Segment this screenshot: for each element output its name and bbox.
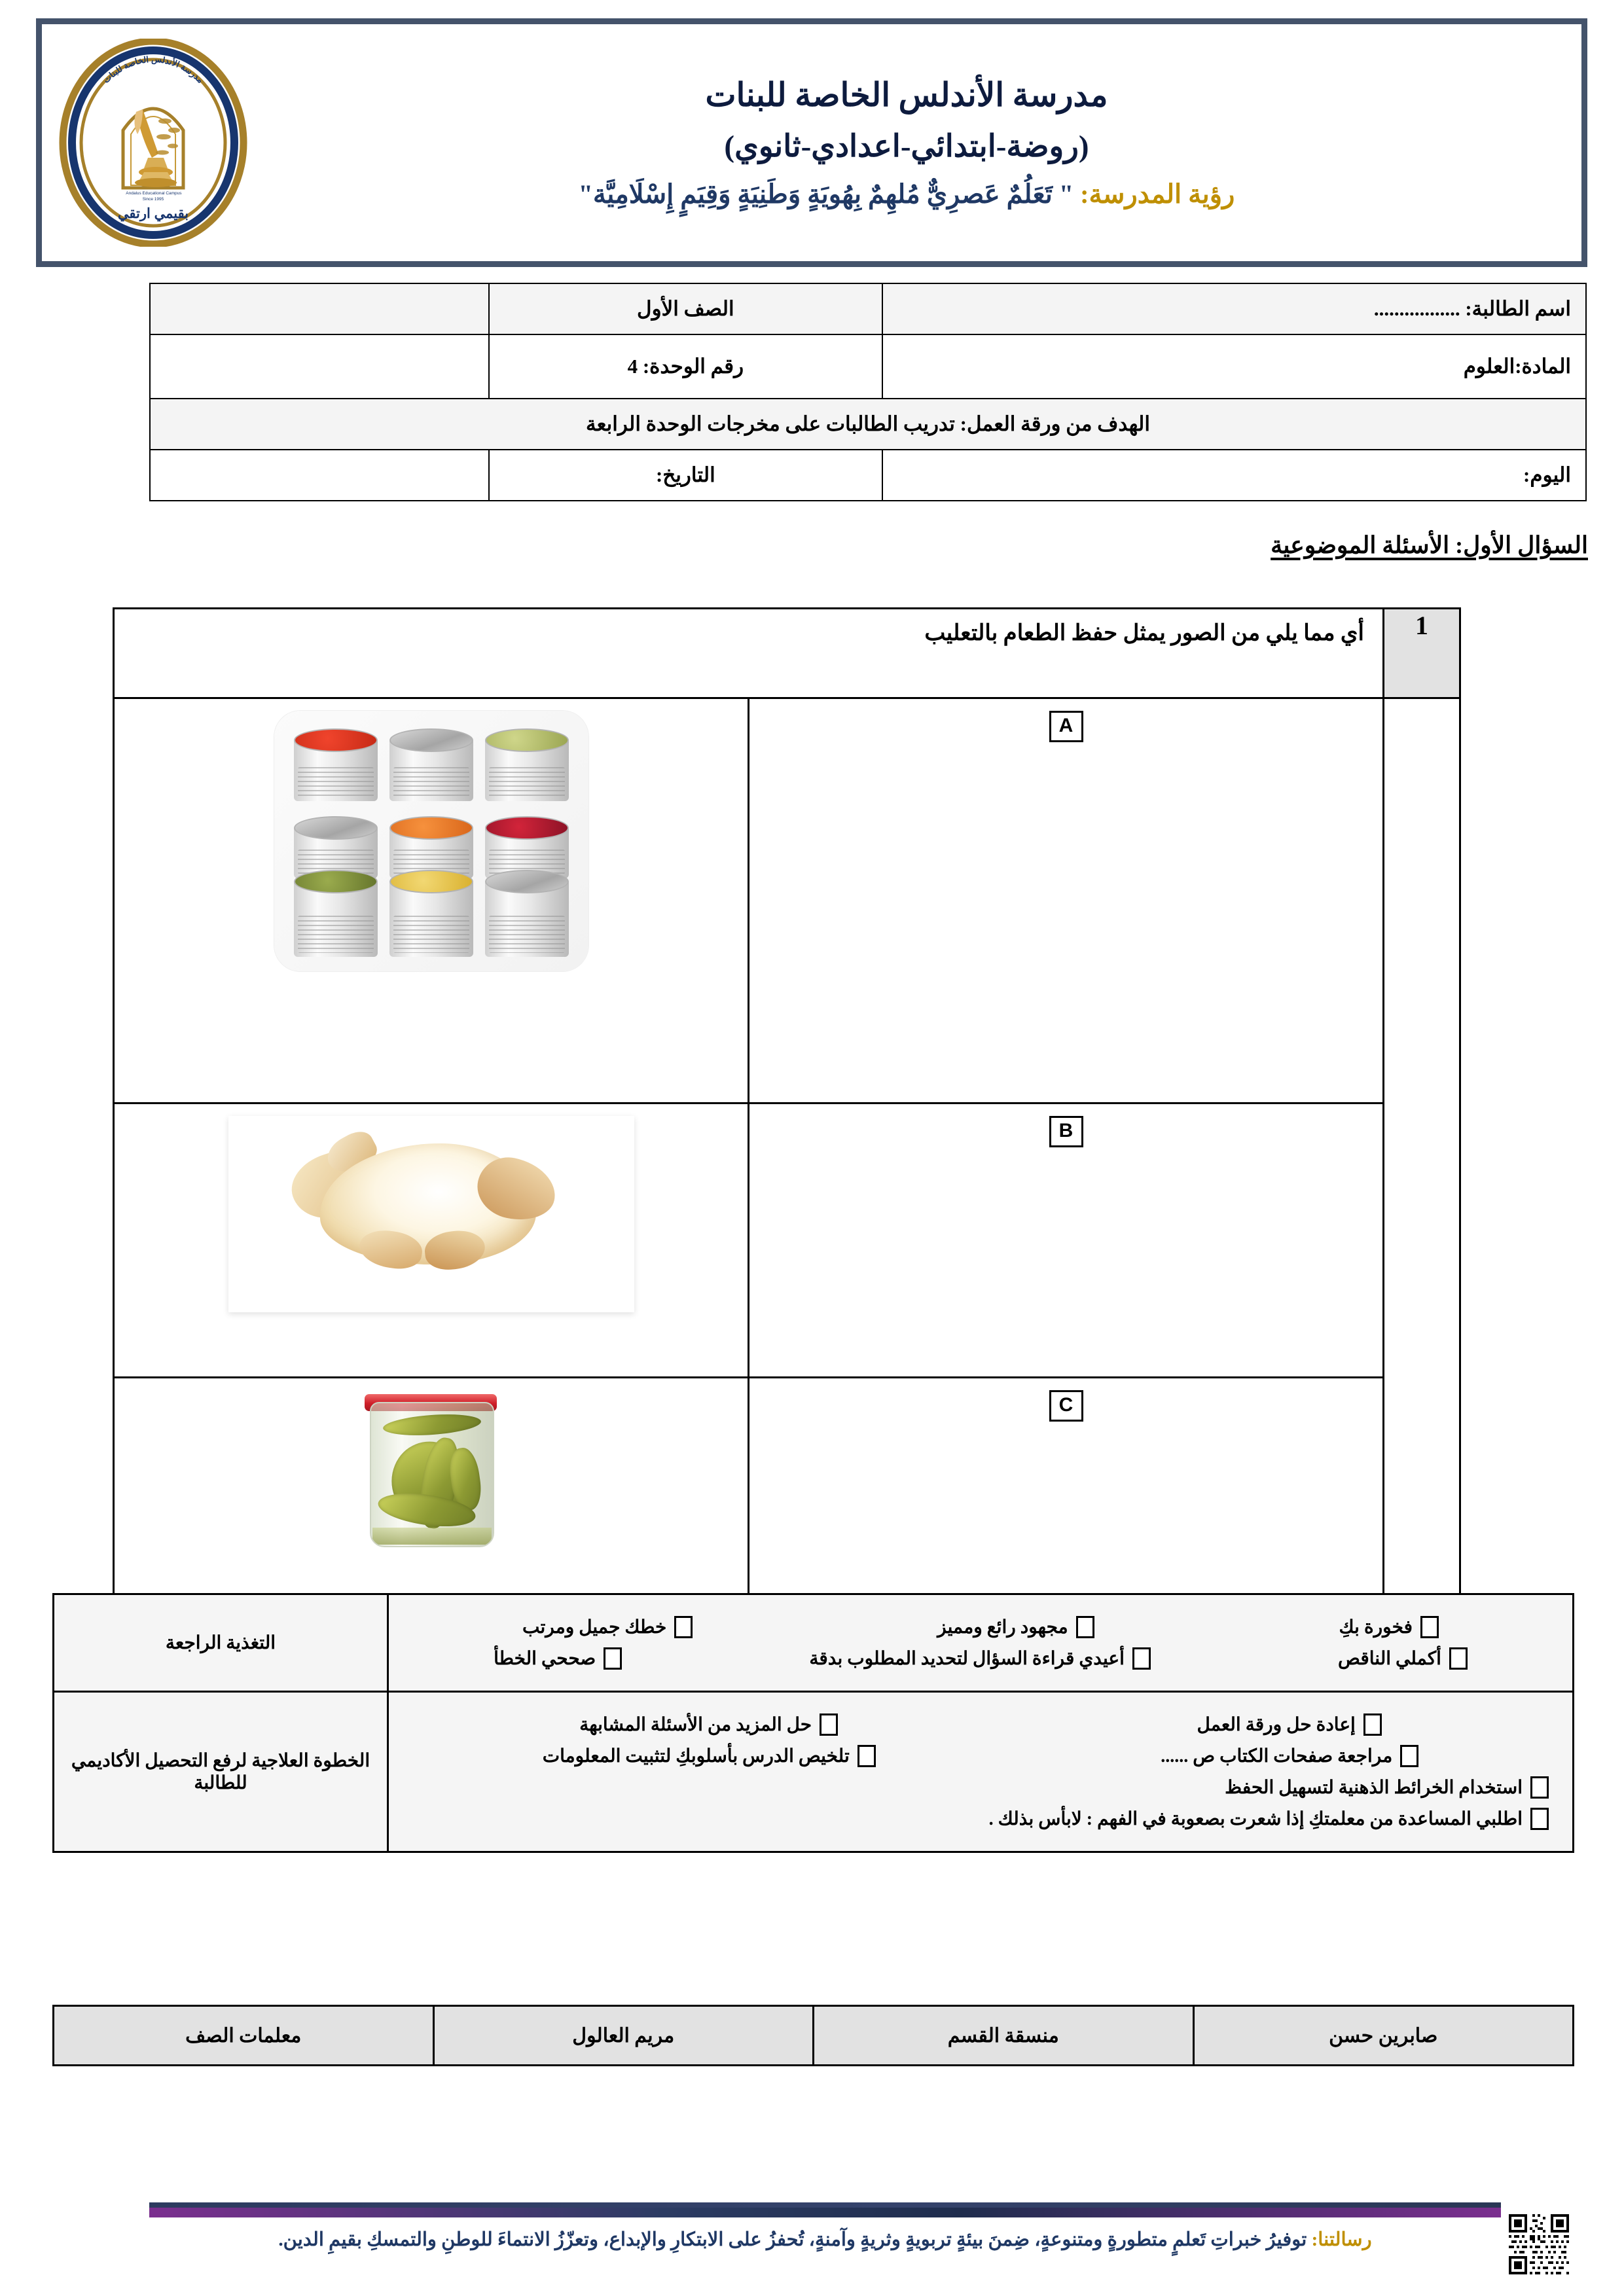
option-letter-a-cell[interactable] xyxy=(749,698,1384,1103)
remedial-item[interactable] xyxy=(543,1745,876,1767)
feedback-label: التغذية الراجعة xyxy=(54,1594,388,1692)
subject-cell: المادة:العلوم xyxy=(882,334,1586,399)
teacher-cell-sabreen: صابرين حسن xyxy=(1193,2006,1574,2066)
option-letter-c[interactable]: C xyxy=(1049,1390,1083,1422)
can-greenbeans xyxy=(294,880,378,957)
feedback-options-cell xyxy=(388,1594,1574,1692)
can-lid-1 xyxy=(389,738,473,801)
question-text: أي مما يلي من الصور يمثل حفظ الطعام بالتعليب xyxy=(114,609,1384,698)
option-image-b-cell[interactable] xyxy=(114,1103,749,1378)
footer-message xyxy=(149,2228,1501,2251)
can-corn xyxy=(389,880,473,957)
option-image-a-cell[interactable] xyxy=(114,698,749,1103)
info-blank-cell-1 xyxy=(150,283,489,334)
remedial-options-cell xyxy=(388,1692,1574,1852)
can-peas xyxy=(485,738,569,801)
question-header-row xyxy=(114,609,1460,698)
feedback-item-label: خطك جميل ومرتب xyxy=(522,1617,667,1638)
footer-divider xyxy=(149,2207,1501,2217)
logo-cell xyxy=(42,24,264,261)
teacher-cell-class-teachers-label: معلمات الصف xyxy=(54,2006,434,2066)
vision-label: رؤية المدرسة: xyxy=(1080,179,1235,209)
student-info-table xyxy=(149,283,1587,501)
vision-text: " تَعَلُمٌ عَصرِيٌّ مُلهِمٌ بِهُويَةٍ وَطَنِيَةٍ وَقِيَمٍ إِسْلَامِيَّة" xyxy=(578,179,1074,209)
footer-message-label: رسالتنا: xyxy=(1311,2229,1372,2250)
grade-cell: الصف الأول xyxy=(489,283,882,334)
feedback-remedial-table xyxy=(52,1593,1574,1853)
date-cell: التاريخ: xyxy=(489,450,882,501)
remedial-item[interactable] xyxy=(1197,1713,1381,1736)
footer-message-text: توفيرُ خبراتِ تَعلمٍ متطورةٍ ومتنوعةٍ، ضِمنَ بيئةٍ تربويةٍ وثريةٍ وآمنةٍ، تُحفزُ على الابتكارِ والإبداع، وتعزّزُ الانتماءَ للوطنِ والتمسكِ بقيمِ الدين. xyxy=(278,2229,1307,2250)
feedback-item[interactable] xyxy=(937,1616,1094,1638)
question-number-spacer xyxy=(1384,698,1460,1632)
school-logo xyxy=(55,39,251,247)
feedback-item[interactable] xyxy=(522,1616,693,1638)
student-name-cell: اسم الطالبة: ................. xyxy=(882,283,1586,334)
option-row-b[interactable] xyxy=(114,1103,1460,1378)
remedial-item[interactable] xyxy=(1161,1745,1418,1767)
feedback-item[interactable] xyxy=(1339,1616,1439,1638)
pickle-jar-image xyxy=(248,1390,615,1567)
canned-food-image xyxy=(274,711,588,971)
checkbox-icon[interactable] xyxy=(1530,1808,1549,1830)
feedback-item-label: أعيدي قراءة السؤال لتحديد المطلوب بدقة xyxy=(809,1649,1125,1669)
table-row xyxy=(150,283,1586,334)
jar-body xyxy=(370,1402,494,1547)
feedback-item-label: صححي الخطأ xyxy=(494,1649,596,1669)
qr-code-icon xyxy=(1509,2211,1569,2278)
header-text-block xyxy=(264,24,1581,261)
logo-bottom-text: بقيمي ارتقي xyxy=(117,206,189,221)
remedial-line-1 xyxy=(406,1713,1555,1736)
option-letter-a[interactable]: A xyxy=(1049,711,1083,742)
checkbox-icon[interactable] xyxy=(1420,1616,1439,1638)
option-letter-b[interactable]: B xyxy=(1049,1116,1083,1147)
feedback-item-label: فخورة بكِ xyxy=(1339,1617,1413,1638)
remedial-row xyxy=(54,1692,1574,1852)
remedial-item-label: تلخيص الدرس بأسلوبكِ لتثبيت المعلومات xyxy=(542,1746,850,1767)
can-lid-3 xyxy=(485,880,569,957)
feedback-item[interactable] xyxy=(809,1647,1151,1670)
school-header-box xyxy=(36,18,1587,267)
checkbox-icon[interactable] xyxy=(1400,1745,1418,1767)
checkbox-icon[interactable] xyxy=(820,1713,838,1736)
teachers-table xyxy=(52,2005,1574,2066)
logo-top-text: مدرسة الأندلس الخاصة للبنات xyxy=(101,54,206,85)
checkbox-icon[interactable] xyxy=(1530,1776,1549,1799)
day-cell: اليوم: xyxy=(882,450,1586,501)
remedial-item-label: حل المزيد من الأسئلة المشابهة xyxy=(579,1715,812,1735)
option-letter-b-cell[interactable] xyxy=(749,1103,1384,1378)
question-number: 1 xyxy=(1384,609,1460,698)
remedial-line-2 xyxy=(406,1745,1555,1767)
school-vision xyxy=(579,179,1235,209)
logo-since-text: Since 1995 xyxy=(142,197,164,202)
option-row-a[interactable] xyxy=(114,698,1460,1103)
section-title: السؤال الأول: الأسئلة الموضوعية xyxy=(1271,532,1588,558)
info-blank-cell-2 xyxy=(150,334,489,399)
remedial-item[interactable] xyxy=(1225,1776,1549,1799)
feedback-line-2 xyxy=(406,1647,1555,1670)
feedback-item[interactable] xyxy=(1338,1647,1468,1670)
raw-chicken-image xyxy=(228,1116,634,1312)
checkbox-icon[interactable] xyxy=(674,1616,693,1638)
checkbox-icon[interactable] xyxy=(1449,1647,1468,1670)
remedial-item[interactable] xyxy=(989,1808,1549,1830)
remedial-line-4 xyxy=(406,1808,1555,1830)
remedial-item-label: مراجعة صفحات الكتاب ص ...... xyxy=(1161,1746,1393,1767)
checkbox-icon[interactable] xyxy=(1132,1647,1151,1670)
checkbox-icon[interactable] xyxy=(1076,1616,1094,1638)
teacher-cell-coordinator-label: منسقة القسم xyxy=(814,2006,1194,2066)
objective-cell: الهدف من ورقة العمل: تدريب الطالبات على مخرجات الوحدة الرابعة xyxy=(150,399,1586,450)
feedback-item-label: أكملي الناقص xyxy=(1338,1649,1441,1669)
table-row xyxy=(150,450,1586,501)
checkbox-icon[interactable] xyxy=(857,1745,876,1767)
remedial-item-label: استخدام الخرائط الذهنية لتسهيل الحفظ xyxy=(1225,1778,1523,1798)
can-tomato xyxy=(294,738,378,801)
table-row xyxy=(54,2006,1574,2066)
checkbox-icon[interactable] xyxy=(1363,1713,1382,1736)
feedback-line-1 xyxy=(406,1616,1555,1638)
feedback-row xyxy=(54,1594,1574,1692)
remedial-item-label: إعادة حل ورقة العمل xyxy=(1197,1715,1356,1735)
remedial-item-label: اطلبي المساعدة من معلمتكِ إذا شعرت بصعوبة في الفهم : لابأس بذلك . xyxy=(988,1809,1523,1829)
checkbox-icon[interactable] xyxy=(604,1647,622,1670)
feedback-item[interactable] xyxy=(494,1647,622,1670)
unit-number-cell: رقم الوحدة: 4 xyxy=(489,334,882,399)
logo-en-text: Andalus Educational Campus xyxy=(126,191,182,196)
remedial-line-3 xyxy=(406,1776,1555,1799)
teacher-cell-mariam: مريم العالول xyxy=(433,2006,814,2066)
school-name: مدرسة الأندلس الخاصة للبنات xyxy=(705,77,1108,113)
table-row xyxy=(150,334,1586,399)
remedial-item[interactable] xyxy=(579,1713,838,1736)
question-table xyxy=(113,607,1461,1633)
school-stages: (روضة-ابتدائي-اعدادي-ثانوي) xyxy=(724,130,1089,164)
feedback-item-label: مجهود رائع ومميز xyxy=(937,1617,1068,1638)
info-blank-cell-3 xyxy=(150,450,489,501)
remedial-label: الخطوة العلاجية لرفع التحصيل الأكاديمي للطالبة xyxy=(54,1692,388,1852)
table-row xyxy=(150,399,1586,450)
